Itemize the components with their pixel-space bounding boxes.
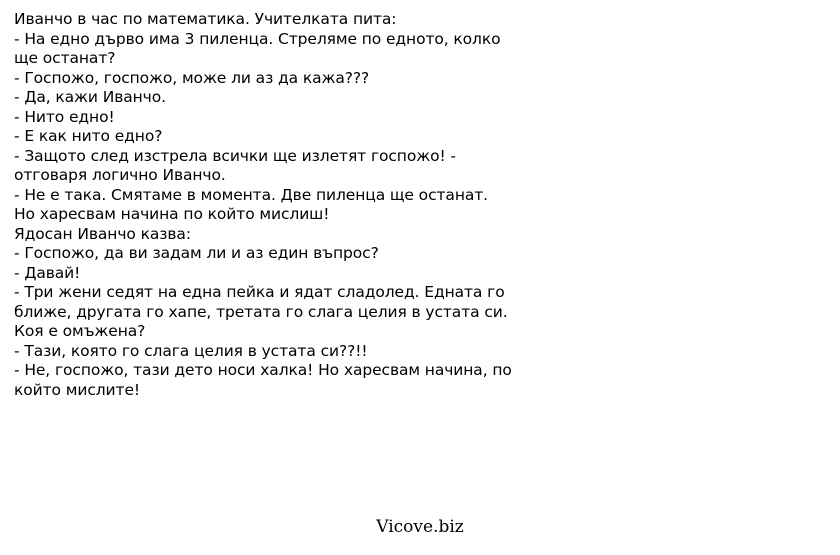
joke-line: - Защото след изстрела всички ще излетят госпожо! - [14, 146, 456, 165]
joke-line: Но харесвам начина по който мислиш! [14, 205, 330, 223]
joke-line: - Госпожо, госпожо, може ли аз да кажа??? [14, 68, 370, 87]
joke-line: - Нито едно! [14, 107, 115, 126]
joke-line: - Да, кажи Иванчо. [14, 88, 166, 106]
joke-line: - На едно дърво има 3 пиленца. Стреляме по едното, колко [14, 29, 501, 48]
joke-line: ще останат? [14, 49, 116, 67]
joke-line: - Не е така. Смятаме в момента. Две пиленца ще останат. [14, 185, 489, 204]
joke-line: - Не, госпожо, тази дето носи халка! Но харесвам начина, по [14, 361, 512, 379]
joke-line: - Е как нито едно? [14, 127, 163, 145]
joke-line: ближе, другата го хапе, третата го слага целия в устата си. [14, 302, 508, 321]
joke-line: - Три жени седят на една пейка и ядат сладолед. Едната го [14, 283, 505, 301]
joke-line: - Давай! [14, 263, 81, 282]
joke-line: Коя е омъжена? [14, 322, 146, 340]
site-watermark: Vicove.biz [376, 517, 464, 537]
joke-text [14, 10, 824, 400]
joke-line: Ядосан Иванчо казва: [14, 224, 191, 243]
joke-line: отговаря логично Иванчо. [14, 166, 226, 184]
joke-line: Иванчо в час по математика. Учителката пита: [14, 10, 397, 28]
joke-line: - Тази, която го слага целия в устата си??!! [14, 341, 368, 360]
joke-line: който мислите! [14, 380, 141, 399]
joke-line: - Госпожо, да ви задам ли и аз един въпрос? [14, 244, 379, 262]
